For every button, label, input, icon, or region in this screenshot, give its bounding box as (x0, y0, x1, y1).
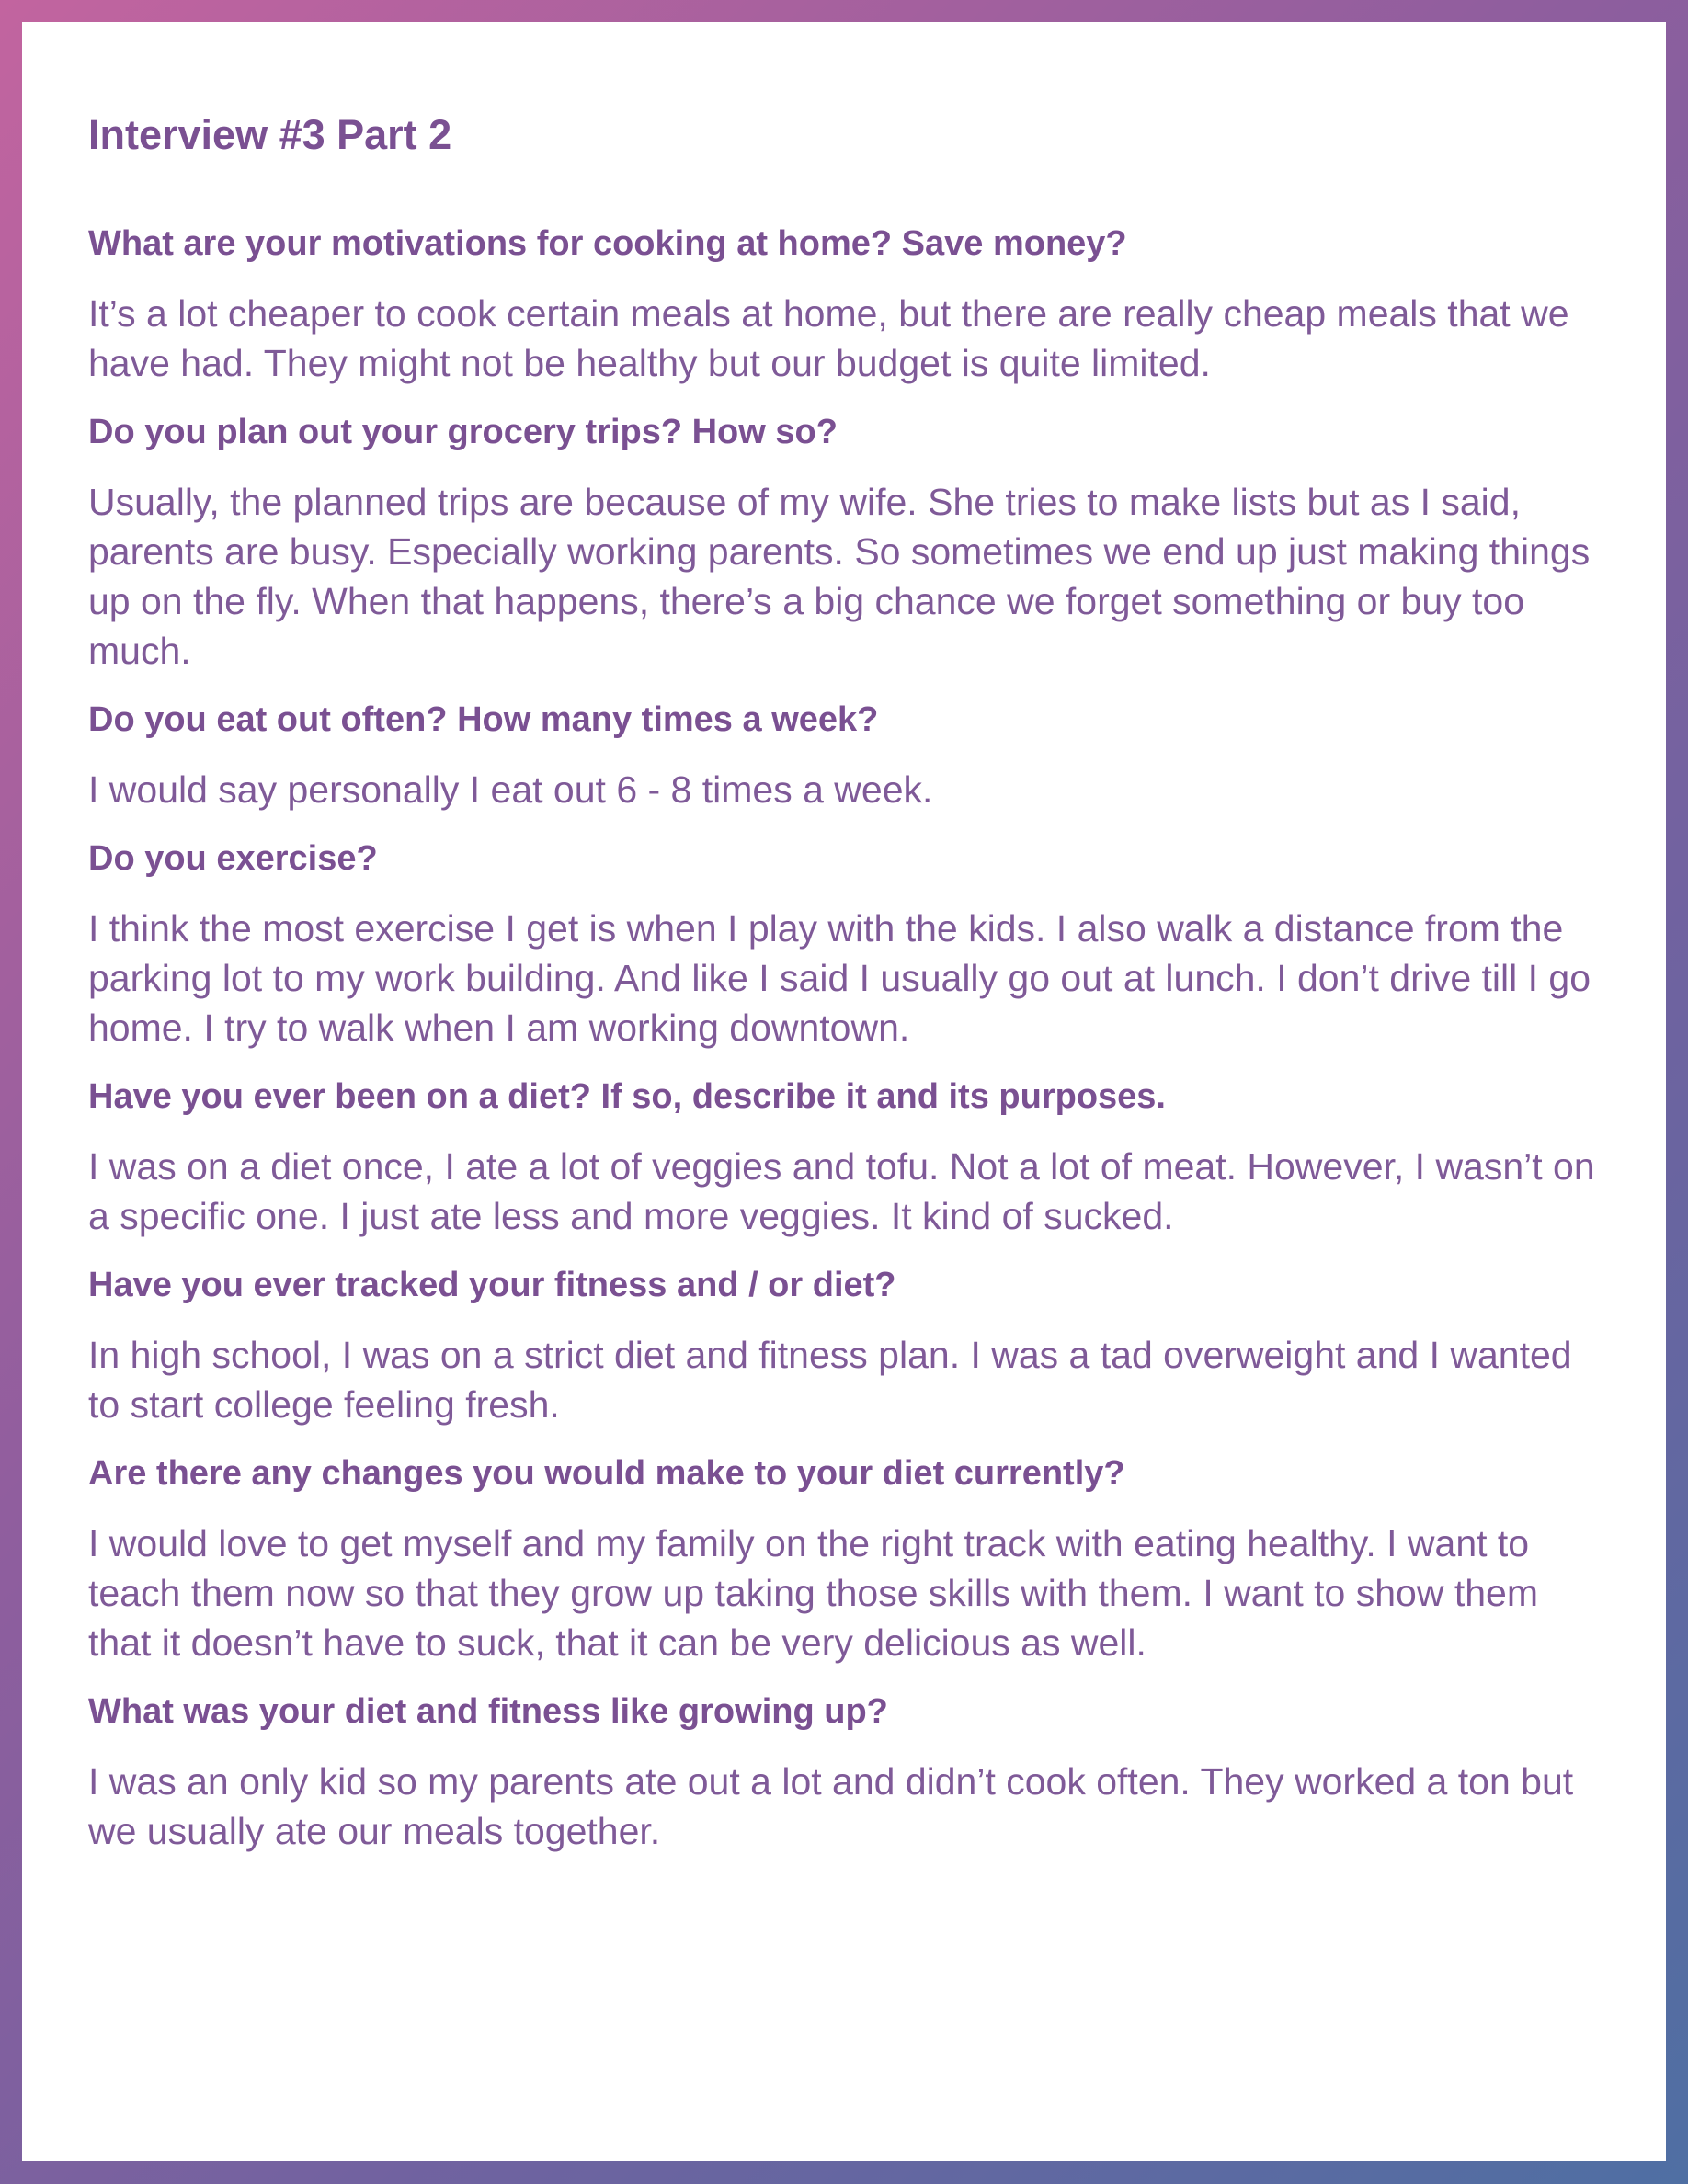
qa-item (88, 1262, 1600, 1429)
question-text: What was your diet and fitness like growing up? (88, 1692, 888, 1731)
page-title: Interview #3 Part 2 (88, 111, 452, 158)
question-text: Are there any changes you would make to your diet currently? (88, 1454, 1125, 1493)
qa-item (88, 221, 1600, 388)
answer-text: I would love to get myself and my family on the right track with eating healthy. I want to teach them now so that they grow up taking those skills with them. I want to show them that it doesn’t have to suck, that it can be very delicious as well. (88, 1522, 1538, 1664)
question-text: Have you ever been on a diet? If so, describe it and its purposes. (88, 1077, 1166, 1116)
question-text: Do you plan out your grocery trips? How so? (88, 413, 838, 451)
answer-text: Usually, the planned trips are because of my wife. She tries to make lists but as I said, parents are busy. Especially working parents. So sometimes we end up just making things up on the fly. When that happens, there’s a big chance we forget something or buy too much. (88, 481, 1591, 672)
qa-item (88, 1074, 1600, 1241)
answer-text: I was an only kid so my parents ate out a lot and didn’t cook often. They worked a ton but we usually ate our meals together. (88, 1760, 1574, 1852)
document-page (22, 22, 1666, 2161)
answer-text: I was on a diet once, I ate a lot of veggies and tofu. Not a lot of meat. However, I wasn’t on a specific one. I just ate less and more veggies. It kind of sucked. (88, 1145, 1595, 1237)
answer-text: In high school, I was on a strict diet and fitness plan. I was a tad overweight and I wanted to start college feeling fresh. (88, 1334, 1572, 1426)
qa-item (88, 1450, 1600, 1667)
qa-item (88, 1689, 1600, 1856)
answer-text: I think the most exercise I get is when I play with the kids. I also walk a distance from the parking lot to my work building. And like I said I usually go out at lunch. I don’t drive till I go home. I try to walk when I am working downtown. (88, 907, 1591, 1049)
question-text: Do you exercise? (88, 839, 378, 878)
question-text: What are your motivations for cooking at home? Save money? (88, 224, 1127, 263)
question-text: Have you ever tracked your fitness and / or diet? (88, 1266, 896, 1304)
answer-text: It’s a lot cheaper to cook certain meals at home, but there are really cheap meals that we have had. They might not be healthy but our budget is quite limited. (88, 292, 1569, 384)
qa-item (88, 836, 1600, 1052)
answer-text: I would say personally I eat out 6 - 8 times a week. (88, 768, 933, 811)
qa-item (88, 697, 1600, 814)
question-text: Do you eat out often? How many times a week? (88, 700, 879, 739)
qa-item (88, 409, 1600, 676)
